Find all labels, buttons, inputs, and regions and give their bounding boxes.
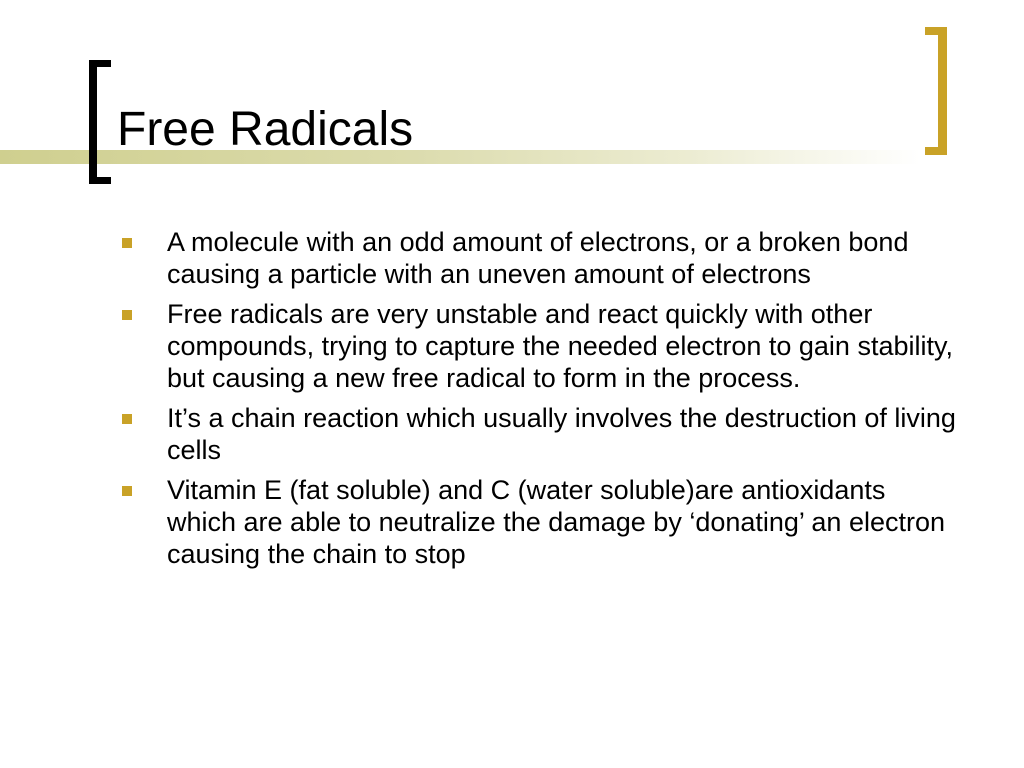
bullet-item	[118, 226, 958, 290]
bullet-item	[118, 402, 958, 466]
bullet-list	[118, 226, 958, 578]
square-bullet-icon	[122, 414, 132, 424]
square-bullet-icon	[122, 238, 132, 248]
bullet-item	[118, 474, 958, 570]
bullet-text: It’s a chain reaction which usually involves the destruction of living cells	[167, 403, 956, 465]
left-bracket-icon	[89, 60, 97, 184]
bullet-item	[118, 298, 958, 394]
slide-title: Free Radicals	[117, 103, 414, 156]
square-bullet-icon	[122, 310, 132, 320]
right-bracket-icon	[938, 27, 947, 155]
square-bullet-icon	[122, 486, 132, 496]
bullet-text: Vitamin E (fat soluble) and C (water soluble)are antioxidants which are able to neutralize the damage by ‘donating’ an electron causing the chain to stop	[167, 475, 946, 569]
bullet-text: Free radicals are very unstable and react quickly with other compounds, trying to capture the needed electron to gain stability, but causing a new free radical to form in the process.	[167, 299, 953, 393]
bullet-text: A molecule with an odd amount of electrons, or a broken bond causing a particle with an uneven amount of electrons	[167, 227, 909, 289]
